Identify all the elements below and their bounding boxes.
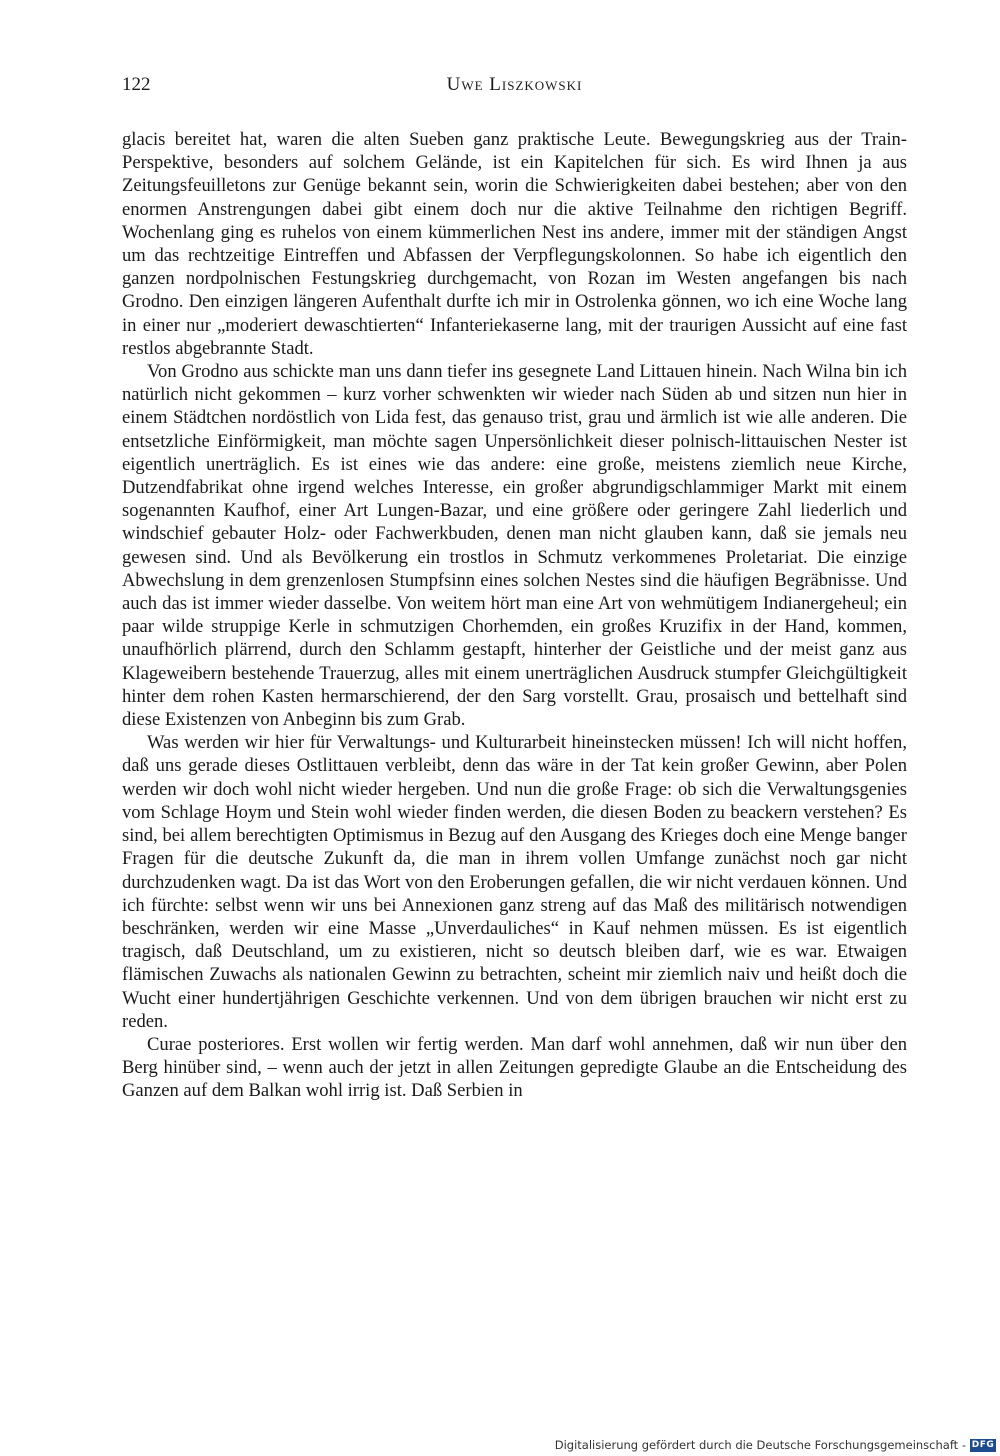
paragraph: Von Grodno aus schickte man uns dann tiefer ins gesegnete Land Littauen hinein. Nach Wilna bin ich natürlich nicht gekommen – kurz vorher schwenkten wir wieder nach Süden ab und sitzen nun hier in einem Städtchen nordöstlich von Lida fest, das genauso trist, grau und ärmlich ist wie alle anderen. Die entsetzliche Einförmigkeit, man möchte sagen Unpersönlichkeit dieser polnisch-littauischen Nester ist eigentlich unerträglich. Es ist eines wie das andere: eine große, meistens ziemlich neue Kirche, Dutzendfabrikat ohne irgend welches Interesse, ein großer abgrundigschlammiger Markt mit einem sogenannten Kaufhof, einer Art Lungen-Bazar, und eine größere oder geringere Zahl liederlich und windschief gebauter Holz- oder Fachwerkbuden, denen man nicht glauben kann, daß sie jemals neu gewesen sind. Und als Bevölkerung ein trostlos in Schmutz verkommenes Proletariat. Die einzige Abwechslung in dem grenzenlosen Stumpfsinn eines solchen Nestes sind die häufigen Begräbnisse. Und auch das ist immer wieder dasselbe. Von weitem hört man eine Art von wehmütigem Indianergeheul; ein paar wilde struppige Kerle in schmutzigen Chorhemden, ein großes Kruzifix in der Hand, kommen, unaufhörlich plärrend, durch den Schlamm gestapft, hinterher der Geistliche und der meist ganz aus Klageweibern bestehende Trauerzug, alles mit einem unerträglichen Ausdruck stumpfer Gleichgültigkeit hinter dem rohen Kasten hermarschierend, der den Sarg vorstellt. Grau, prosaisch und bettelhaft sind diese Existenzen von Anbeginn bis zum Grab. (122, 361, 907, 731)
running-head-author: Uwe Liszkowski (446, 74, 583, 95)
running-head (122, 74, 907, 104)
dfg-logo: DFG (971, 1440, 995, 1450)
body-text (122, 128, 907, 1103)
funding-note: Digitalisierung gefördert durch die Deutsche Forschungsgemeinschaft - (554, 1438, 966, 1452)
digitization-footer (555, 1434, 1000, 1456)
page-number: 122 (122, 74, 151, 95)
paragraph: Was werden wir hier für Verwaltungs- und Kulturarbeit hineinstecken müssen! Ich will nicht hoffen, daß uns gerade dieses Ostlittauen verbleibt, denn das wäre in der Tat kein großer Gewinn, aber Polen werden wir doch wohl nicht wieder hergeben. Und nun die große Frage: ob sich die Verwaltungsgenies vom Schlage Hoym und Stein wohl wieder finden werden, die diesen Boden zu beackern verstehen? Es sind, bei allem berechtigten Optimismus in Bezug auf den Ausgang des Krieges doch eine Menge banger Fragen für die deutsche Zukunft da, die man in ihrem vollen Umfange zunächst noch gar nicht durchzudenken wagt. Da ist das Wort von den Eroberungen gefallen, die wir nicht verdauen können. Und ich fürchte: selbst wenn wir uns bei Annexionen ganz streng auf das Maß des militärisch notwendigen beschränken, werden wir eine Masse „Unverdauliches“ in Kauf nehmen müssen. Es ist eigentlich tragisch, daß Deutschland, um zu existieren, nicht so deutsch bleiben darf, wie es war. Etwaigen flämischen Zuwachs als nationalen Gewinn zu betrachten, scheint mir ziemlich naiv und heißt doch die Wucht einer hundertjährigen Geschichte verkennen. Und von dem übrigen brauchen wir nicht erst zu reden. (122, 732, 907, 1032)
paragraph-continued: glacis bereitet hat, waren die alten Sueben ganz praktische Leute. Bewegungskrieg aus der Train-Perspektive, besonders auf solchem Gelände, ist ein Kapitelchen für sich. Es wird Ihnen ja aus Zeitungsfeuilletons zur Genüge bekannt sein, worin die Schwierigkeiten dabei bestehen; aber von den enormen Anstrengungen dabei gibt einem doch nur die aktive Teilnahme den richtigen Begriff. Wochenlang ging es ruhelos von einem kümmerlichen Nest ins andere, immer mit der ständigen Angst um das rechtzeitige Eintreffen und Abfassen der Verpflegungskolonnen. So habe ich eigentlich den ganzen nordpolnischen Festungskrieg durchgemacht, von Rozan im Westen angefangen bis nach Grodno. Den einzigen längeren Aufenthalt durfte ich mir in Ostrolenka gönnen, wo ich eine Woche lang in einer nur „moderiert dewaschtierten“ Infanteriekaserne lang, mit der traurigen Aussicht auf eine fast restlos abgebrannte Stadt. (122, 129, 907, 359)
paragraph: Curae posteriores. Erst wollen wir fertig werden. Man darf wohl annehmen, daß wir nun über den Berg hinüber sind, – wenn auch der jetzt in allen Zeitungen gepredigte Glaube an die Entscheidung des Ganzen auf dem Balkan wohl irrig ist. Daß Serbien in (122, 1033, 907, 1102)
